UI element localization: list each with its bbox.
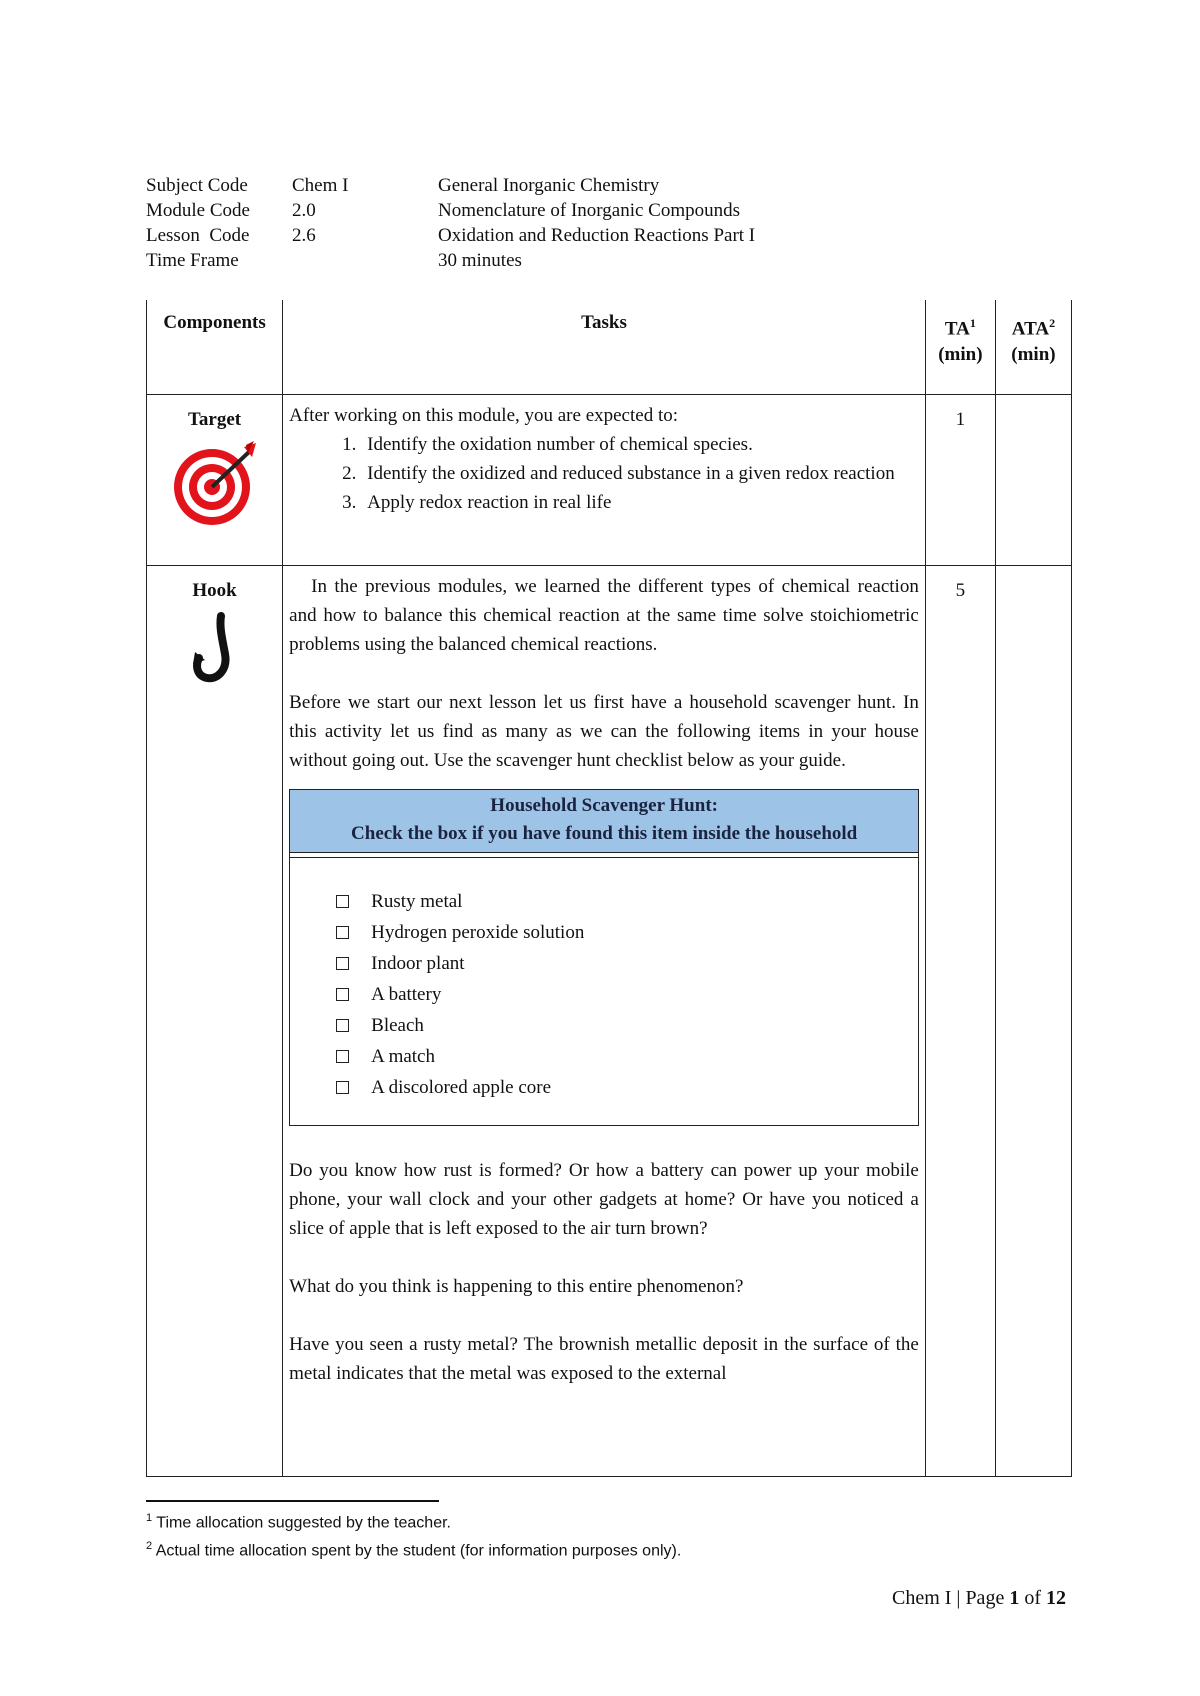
checkbox[interactable] <box>336 988 349 1001</box>
col-header-ta <box>925 300 995 395</box>
footnote-number: 2 <box>146 1540 153 1552</box>
header-row-subject <box>146 173 755 198</box>
checklist-item <box>336 1072 918 1103</box>
ta-cell-target <box>925 395 995 566</box>
header-desc: Nomenclature of Inorganic Compounds <box>438 200 740 221</box>
ta-cell-hook <box>925 566 995 1477</box>
col-header-ata <box>995 300 1071 395</box>
checklist-label: Indoor plant <box>371 953 465 974</box>
header-label: Time Frame <box>146 250 239 271</box>
header-label: Subject Code <box>146 175 248 196</box>
header-desc: General Inorganic Chemistry <box>438 175 660 196</box>
header-row-lesson <box>146 223 755 248</box>
ta-footnote-ref: 1 <box>969 316 976 330</box>
ata-unit: (min) <box>1011 344 1056 366</box>
table-row-target <box>147 395 1072 566</box>
ata-label: ATA <box>1011 318 1050 340</box>
checklist-label: A match <box>371 1046 435 1067</box>
table-header-row <box>147 300 1072 395</box>
scavenger-hunt-title <box>290 790 918 853</box>
footnote-2 <box>146 1540 681 1560</box>
ta-unit: (min) <box>938 344 983 366</box>
footnote-divider <box>146 1500 439 1502</box>
tasks-cell-hook <box>283 566 926 1477</box>
checkbox[interactable] <box>336 1019 349 1032</box>
checkbox[interactable] <box>336 1081 349 1094</box>
scavenger-title-line2: Check the box if you have found this item inside the household <box>351 823 858 844</box>
checklist-label: Bleach <box>371 1015 424 1036</box>
header-code <box>292 248 438 273</box>
checklist-label: Rusty metal <box>371 891 463 912</box>
objectives-list <box>289 430 919 517</box>
footnote-text: Time allocation suggested by the teacher. <box>156 1514 451 1532</box>
checklist-label: A discolored apple core <box>371 1077 552 1098</box>
ata-cell-hook <box>995 566 1071 1477</box>
col-header-tasks: Tasks <box>283 300 926 395</box>
checklist-item <box>336 917 918 948</box>
hook-paragraph: Have you seen a rusty metal? The brownish metallic deposit in the surface of the metal indicates that the metal was exposed to the external <box>289 1334 919 1384</box>
checklist-item <box>336 1010 918 1041</box>
component-cell-hook <box>147 566 283 1477</box>
checklist-label: Hydrogen peroxide solution <box>371 922 585 943</box>
hook-paragraph: In the previous modules, we learned the different types of chemical reaction and how to balance this chemical reaction at the same time solve stoichiometric problems using the balanced chemical reactions. <box>289 576 919 655</box>
header-code: Chem I <box>292 175 349 196</box>
ata-cell-target <box>995 395 1071 566</box>
target-icon <box>147 439 282 535</box>
component-name: Target <box>188 409 242 430</box>
hook-icon <box>147 608 282 694</box>
table-row-hook <box>147 566 1072 1477</box>
ta-label: TA <box>944 318 970 340</box>
header-row-module <box>146 198 755 223</box>
footer-of-word: of <box>1024 1587 1041 1609</box>
module-header <box>146 173 755 273</box>
checklist-label: A battery <box>371 984 442 1005</box>
footer-page-total: 12 <box>1046 1587 1066 1609</box>
target-intro: After working on this module, you are expected to: <box>289 405 679 426</box>
list-item: 1. Identify the oxidation number of chemical species. <box>361 430 919 459</box>
hook-paragraph: Before we start our next lesson let us first have a household scavenger hunt. In this activity let us find as many as we can the following items in your house without going out. Use the scavenger hunt checklist below as your guide. <box>289 692 919 771</box>
checkbox[interactable] <box>336 957 349 970</box>
lesson-table <box>146 300 1072 1477</box>
ata-footnote-ref: 2 <box>1049 316 1056 330</box>
hook-paragraph: What do you think is happening to this entire phenomenon? <box>289 1276 744 1297</box>
checklist-item <box>336 886 918 917</box>
header-row-time <box>146 248 755 273</box>
header-label: Lesson Code <box>146 225 250 246</box>
checkbox[interactable] <box>336 895 349 908</box>
scavenger-hunt-box <box>289 789 919 1126</box>
header-code: 2.0 <box>292 200 316 221</box>
footnote-1 <box>146 1512 451 1532</box>
checklist-item <box>336 1041 918 1072</box>
footnote-text: Actual time allocation spent by the student (for information purposes only). <box>155 1542 682 1560</box>
list-item: 3. Apply redox reaction in real life <box>361 488 919 517</box>
checkbox[interactable] <box>336 1050 349 1063</box>
checklist-item <box>336 948 918 979</box>
header-desc: 30 minutes <box>438 250 522 271</box>
ta-value: 1 <box>955 409 966 430</box>
footer-subject: Chem I | <box>892 1587 961 1609</box>
hook-paragraph: Do you know how rust is formed? Or how a battery can power up your mobile phone, your wall clock and your other gadgets at home? Or have you noticed a slice of apple that is left exposed to the air turn brown? <box>289 1160 919 1239</box>
scavenger-title-line1: Household Scavenger Hunt: <box>490 795 718 816</box>
component-name: Hook <box>192 580 237 601</box>
footer-page-word: Page <box>965 1587 1005 1609</box>
page-footer <box>892 1587 1066 1610</box>
header-desc: Oxidation and Reduction Reactions Part I <box>438 225 756 246</box>
checkbox[interactable] <box>336 926 349 939</box>
footnote-number: 1 <box>146 1512 153 1524</box>
header-code: 2.6 <box>292 225 316 246</box>
tasks-cell-target <box>283 395 926 566</box>
checklist-item <box>336 979 918 1010</box>
ta-value: 5 <box>955 580 966 601</box>
footer-page-number: 1 <box>1009 1587 1020 1609</box>
list-item: 2. Identify the oxidized and reduced substance in a given redox reaction <box>361 459 919 488</box>
scavenger-checklist <box>290 858 918 1125</box>
header-label: Module Code <box>146 200 250 221</box>
col-header-components: Components <box>147 300 283 395</box>
component-cell-target <box>147 395 283 566</box>
